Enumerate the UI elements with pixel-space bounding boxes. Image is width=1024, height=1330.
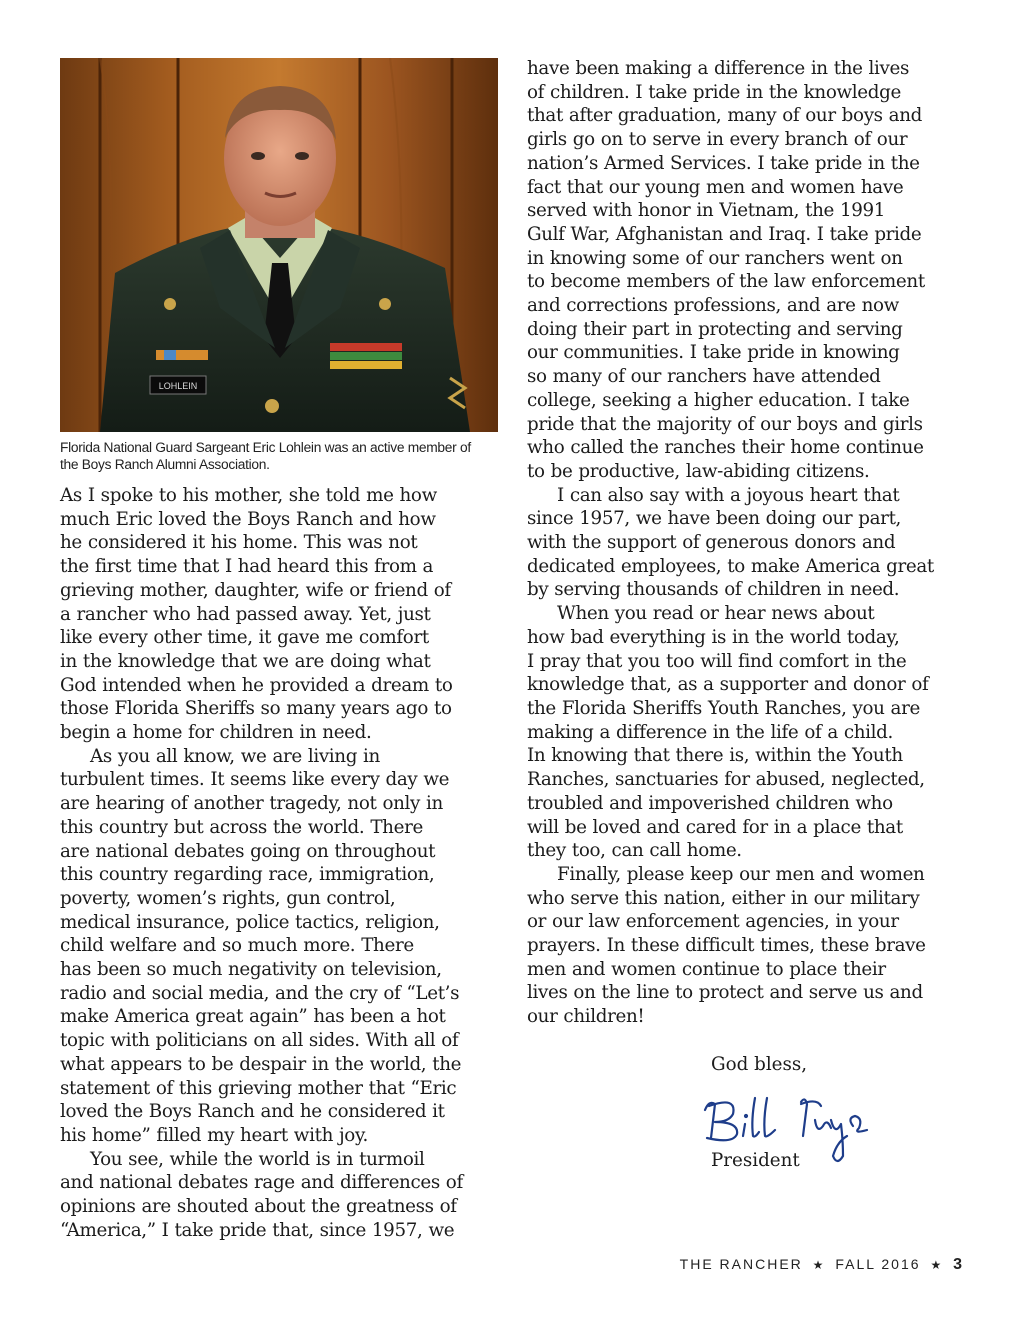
left-text-column <box>60 484 512 1243</box>
right-text-column <box>527 57 982 1029</box>
text-line: girls go on to serve in every branch of our <box>527 129 908 151</box>
text-line: the Florida Sheriffs Youth Ranches, you are <box>527 697 920 719</box>
text-line: who called the ranches their home continue <box>527 437 924 459</box>
text-line: in knowing some of our ranchers went on <box>527 247 903 269</box>
text-line: a rancher who had passed away. Yet, just <box>60 603 431 625</box>
publication-name: THE RANCHER <box>679 1256 803 1272</box>
text-line: our children! <box>527 1006 645 1028</box>
page-footer <box>680 1256 962 1274</box>
text-line: in the knowledge that we are doing what <box>60 650 431 672</box>
text-line: I can also say with a joyous heart that <box>557 484 900 506</box>
text-line: medical insurance, police tactics, religion, <box>60 911 440 933</box>
text-line: he considered it his home. This was not <box>60 532 418 554</box>
star-icon: ★ <box>812 1258 826 1272</box>
text-line: and corrections professions, and are now <box>527 295 899 317</box>
text-line: with the support of generous donors and <box>527 532 896 554</box>
text-line: doing their part in protecting and serving <box>527 318 903 340</box>
text-line: Ranches, sanctuaries for abused, neglected, <box>527 769 925 791</box>
text-line: men and women continue to place their <box>527 958 886 980</box>
text-line: or our law enforcement agencies, in your <box>527 911 899 933</box>
text-line: so many of our ranchers have attended <box>527 366 881 388</box>
closing-salutation: God bless, <box>711 1054 808 1075</box>
text-line: poverty, women’s rights, gun control, <box>60 887 396 909</box>
text-line: will be loved and cared for in a place that <box>527 816 903 838</box>
nameplate-text: LOHLEIN <box>158 381 198 391</box>
text-line: college, seeking a higher education. I take <box>527 389 910 411</box>
text-line: this country regarding race, immigration, <box>60 864 435 886</box>
text-line: dedicated employees, to make America great <box>527 555 934 577</box>
text-line: opinions are shouted about the greatness of <box>60 1196 457 1218</box>
text-line: statement of this grieving mother that “Eric <box>60 1077 457 1099</box>
text-line: those Florida Sheriffs so many years ago to <box>60 698 452 720</box>
text-line: As you all know, we are living in <box>90 745 380 767</box>
text-line: You see, while the world is in turmoil <box>90 1148 425 1170</box>
text-line: pride that the majority of our boys and girls <box>527 413 923 435</box>
text-line: of children. I take pride in the knowledge <box>527 81 901 103</box>
text-line: the first time that I had heard this from a <box>60 556 434 578</box>
text-line: our communities. I take pride in knowing <box>527 342 900 364</box>
text-line: God intended when he provided a dream to <box>60 674 453 696</box>
text-line: As I spoke to his mother, she told me how <box>60 485 437 506</box>
text-line: nation’s Armed Services. I take pride in the <box>527 152 920 174</box>
text-line: much Eric loved the Boys Ranch and how <box>60 508 436 530</box>
text-line: topic with politicians on all sides. With all of <box>60 1030 459 1052</box>
text-line: prayers. In these difficult times, these brave <box>527 935 926 957</box>
text-line: that after graduation, many of our boys and <box>527 105 922 127</box>
text-line: make America great again” has been a hot <box>60 1006 446 1028</box>
text-line: like every other time, it gave me comfort <box>60 627 429 649</box>
text-line: this country but across the world. There <box>60 816 423 838</box>
text-line: loved the Boys Ranch and he considered it <box>60 1101 445 1123</box>
text-line: making a difference in the life of a child. <box>527 721 893 743</box>
text-line: what appears to be despair in the world, the <box>60 1053 462 1075</box>
text-line: to become members of the law enforcement <box>527 271 925 293</box>
text-line: turbulent times. It seems like every day we <box>60 769 450 791</box>
portrait-photo <box>60 58 498 432</box>
text-line: grieving mother, daughter, wife or friend of <box>60 579 451 601</box>
text-line: how bad everything is in the world today, <box>527 626 900 648</box>
text-line: In knowing that there is, within the Youth <box>527 745 903 767</box>
text-line: since 1957, we have been doing our part, <box>527 508 902 530</box>
star-icon: ★ <box>930 1258 944 1272</box>
text-line: are hearing of another tragedy, not only in <box>60 793 443 815</box>
text-line: child welfare and so much more. There <box>60 935 414 957</box>
text-line: begin a home for children in need. <box>60 722 372 744</box>
text-line: by serving thousands of children in need. <box>527 579 900 601</box>
issue-label: FALL 2016 <box>835 1256 921 1272</box>
text-line: who serve this nation, either in our military <box>527 887 920 909</box>
text-line: served with honor in Vietnam, the 1991 <box>527 200 886 222</box>
text-line: knowledge that, as a supporter and donor of <box>527 674 929 696</box>
text-line: have been making a difference in the lives <box>527 58 910 79</box>
text-line: they too, can call home. <box>527 840 742 862</box>
text-line: “America,” I take pride that, since 1957, we <box>60 1219 455 1241</box>
text-line: to be productive, law-abiding citizens. <box>527 460 870 482</box>
text-line: I pray that you too will find comfort in the <box>527 650 907 672</box>
text-line: has been so much negativity on television, <box>60 959 442 981</box>
closing-title: President <box>711 1150 800 1171</box>
text-line: troubled and impoverished children who <box>527 792 893 814</box>
text-line: Gulf War, Afghanistan and Iraq. I take pride <box>527 223 922 245</box>
text-line: fact that our young men and women have <box>527 176 904 198</box>
text-line: radio and social media, and the cry of “Let’s <box>60 982 460 1004</box>
text-line: his home” filled my heart with joy. <box>60 1124 368 1146</box>
text-line: When you read or hear news about <box>557 603 875 625</box>
page-number: 3 <box>953 1256 962 1273</box>
photo-caption: Florida National Guard Sargeant Eric Lohlein was an active member of the Boys Ranch Alumni Association. <box>60 440 471 473</box>
text-line: lives on the line to protect and serve us and <box>527 982 923 1004</box>
text-line: and national debates rage and differences of <box>60 1172 463 1194</box>
text-line: Finally, please keep our men and women <box>557 863 925 885</box>
text-line: are national debates going on throughout <box>60 840 436 862</box>
